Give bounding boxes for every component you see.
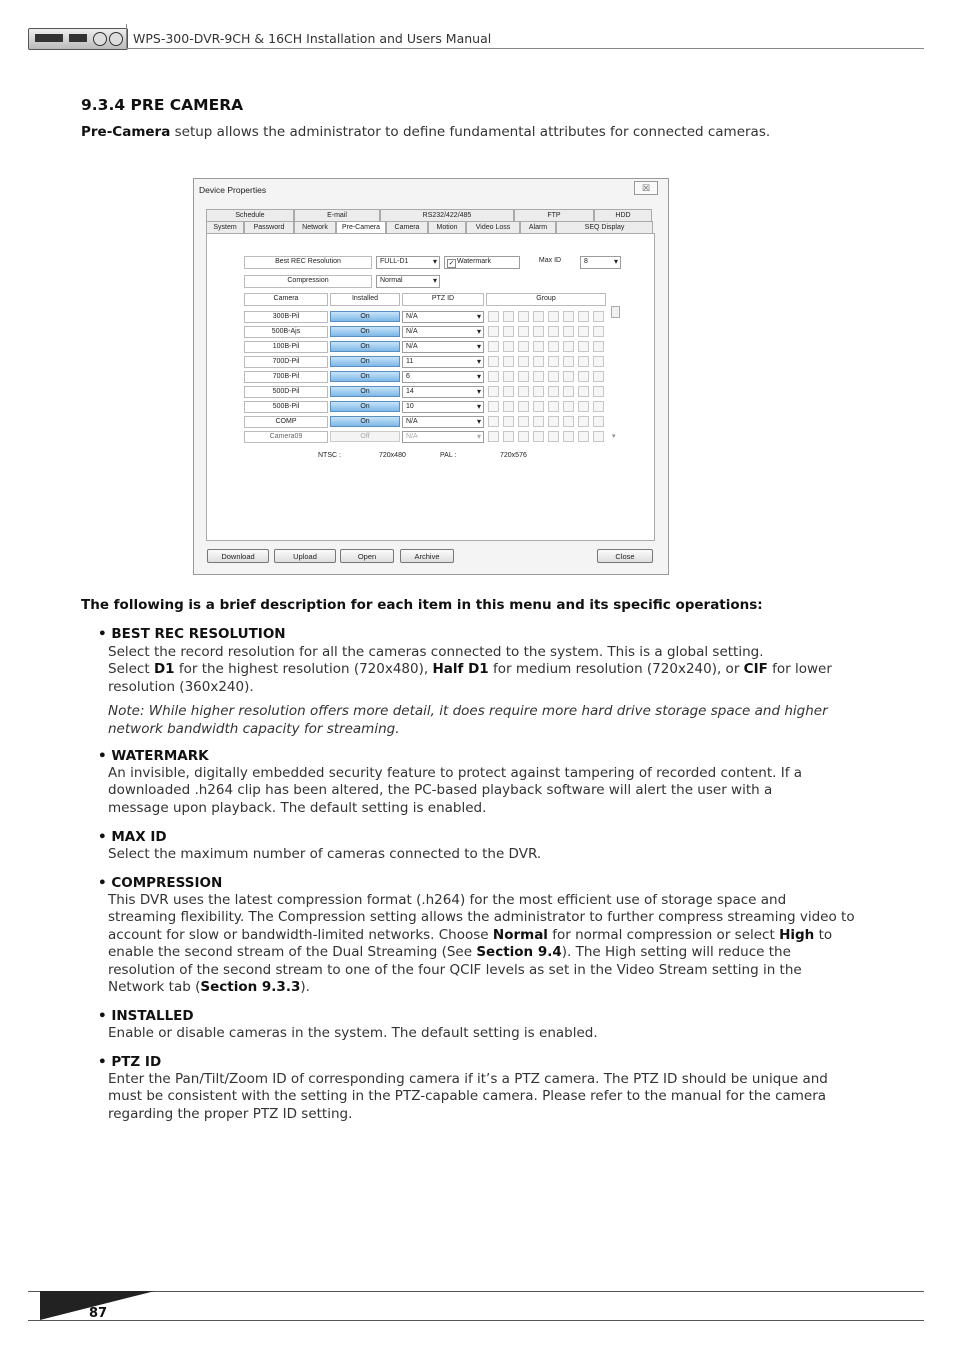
group-checkbox[interactable] [518, 386, 529, 397]
group-checkbox[interactable] [533, 326, 544, 337]
group-checkbox[interactable] [548, 326, 559, 337]
tab-system[interactable]: System [206, 221, 244, 233]
close-button[interactable]: Close [597, 549, 653, 563]
group-checkbox[interactable] [593, 341, 604, 352]
installed-toggle[interactable]: On [330, 311, 400, 322]
group-checkbox[interactable] [518, 341, 529, 352]
ptz-id-select[interactable]: 6 ▾ [402, 371, 484, 383]
installed-body: Enable or disable cameras in the system. The default setting is enabled. [108, 1025, 598, 1041]
group-checkbox[interactable] [488, 386, 499, 397]
col-group-header: Group [486, 293, 606, 306]
watermark-check-icon[interactable]: ✓ [448, 260, 455, 267]
group-checkbox[interactable] [563, 311, 574, 322]
max-id-body: Select the maximum number of cameras connected to the DVR. [108, 846, 542, 862]
group-checkbox[interactable] [488, 356, 499, 367]
group-checkbox[interactable] [563, 341, 574, 352]
watermark-body: An invisible, digitally embedded security feature to protect against tampering of recorded content. If a downloaded .h264 clip has been altered, the PC-based playback software will alert the user with a message upon playback. The default setting is enabled. [108, 765, 803, 816]
camera-name-cell: 700D-Pil [244, 356, 328, 368]
col-camera-header: Camera [244, 293, 328, 306]
tab-network[interactable]: Network [294, 221, 336, 233]
group-checkbox[interactable] [578, 341, 589, 352]
group-checkbox[interactable] [578, 326, 589, 337]
watermark-label: Watermark [457, 258, 491, 265]
group-checkbox[interactable] [548, 311, 559, 322]
best-rec-line3: resolution (360x240). [108, 678, 254, 695]
installed-toggle[interactable]: On [330, 341, 400, 352]
tab-alarm[interactable]: Alarm [520, 221, 556, 233]
group-checkbox[interactable] [578, 386, 589, 397]
page-header [28, 24, 924, 52]
tab-e-mail[interactable]: E-mail [294, 209, 380, 221]
ptz-id-select[interactable]: 10 ▾ [402, 401, 484, 413]
installed-toggle[interactable]: On [330, 386, 400, 397]
group-checkbox[interactable] [488, 401, 499, 412]
section-intro [81, 124, 770, 140]
group-checkbox[interactable] [563, 416, 574, 427]
header-divider [126, 24, 127, 48]
group-checkbox[interactable] [533, 401, 544, 412]
group-checkbox[interactable] [593, 356, 604, 367]
group-checkbox[interactable] [518, 326, 529, 337]
camera-name-cell: 100B-Pil [244, 341, 328, 353]
footer-rule-top [28, 1291, 924, 1292]
best-rec-body [108, 644, 868, 738]
group-checkbox[interactable] [563, 371, 574, 382]
max-id-title: • MAX ID [98, 829, 167, 845]
group-checkbox[interactable] [488, 326, 499, 337]
ptz-id-select[interactable]: N/A ▾ [402, 311, 484, 323]
pre-camera-panel [206, 233, 655, 541]
group-checkbox[interactable] [533, 311, 544, 322]
ptz-id-select[interactable]: N/A ▾ [402, 326, 484, 338]
manual-title: WPS-300-DVR-9CH & 16CH Installation and Users Manual [133, 31, 492, 46]
group-checkbox[interactable] [503, 371, 514, 382]
compression-label: Compression [244, 275, 372, 288]
group-checkbox[interactable] [518, 356, 529, 367]
group-checkbox[interactable] [488, 431, 499, 442]
group-checkbox[interactable] [503, 386, 514, 397]
camera-name-cell: Camera09 [244, 431, 328, 443]
col-installed-header: Installed [330, 293, 400, 306]
compression-select[interactable]: Normal ▾ [376, 275, 440, 288]
group-checkbox[interactable] [578, 416, 589, 427]
group-checkbox[interactable] [593, 386, 604, 397]
installed-toggle[interactable]: Off [330, 431, 400, 442]
group-checkbox[interactable] [548, 371, 559, 382]
group-checkbox[interactable] [503, 311, 514, 322]
group-checkbox[interactable] [518, 431, 529, 442]
camera-name-cell: 500B-Ajs [244, 326, 328, 338]
pal-value: 720x576 [500, 452, 527, 459]
ptz-id-select[interactable]: 11 ▾ [402, 356, 484, 368]
dialog-title: Device Properties [199, 185, 267, 195]
compression-body: This DVR uses the latest compression format (.h264) for the most efficient use of storage space and streaming flexibility. The Compression setting allows the administrator to further compress streaming video to account for slow or bandwidth-limited networks. Choose Normal for normal compression or select High to enable the second stream of the Dual Streaming (See Section 9.4). The High setting will reduce the resolution of the second stream to one of the four QCIF levels as set in the Video Stream setting in the Network tab (Section 9.3.3). [108, 892, 855, 996]
group-checkbox[interactable] [563, 431, 574, 442]
group-checkbox[interactable] [593, 431, 604, 442]
group-checkbox[interactable] [533, 386, 544, 397]
group-checkbox[interactable] [578, 356, 589, 367]
description-lead: The following is a brief description for each item in this menu and its specific operations: [81, 597, 763, 613]
best-rec-label: Best REC Resolution [244, 256, 372, 269]
group-checkbox[interactable] [518, 401, 529, 412]
tab-camera[interactable]: Camera [386, 221, 428, 233]
group-checkbox[interactable] [563, 356, 574, 367]
dvr-device-icon [28, 28, 128, 50]
installed-toggle[interactable]: On [330, 356, 400, 367]
group-checkbox[interactable] [548, 401, 559, 412]
group-checkbox[interactable] [488, 341, 499, 352]
group-checkbox[interactable] [548, 386, 559, 397]
group-checkbox[interactable] [548, 356, 559, 367]
group-checkbox[interactable] [518, 416, 529, 427]
installed-title: • INSTALLED [98, 1008, 194, 1024]
page-number: 87 [89, 1306, 108, 1321]
best-rec-title: • BEST REC RESOLUTION [98, 626, 286, 642]
watermark-title: • WATERMARK [98, 748, 209, 764]
group-checkbox[interactable] [488, 416, 499, 427]
group-checkbox[interactable] [593, 311, 604, 322]
compression-title: • COMPRESSION [98, 875, 223, 891]
ptz-id-select[interactable]: N/A ▾ [402, 431, 484, 443]
header-rule [126, 48, 924, 49]
group-checkbox[interactable] [503, 341, 514, 352]
best-rec-select[interactable]: FULL-D1 ▾ [376, 256, 440, 269]
group-checkbox[interactable] [488, 311, 499, 322]
group-checkbox[interactable] [533, 431, 544, 442]
tab-motion[interactable]: Motion [428, 221, 466, 233]
group-checkbox[interactable] [593, 326, 604, 337]
group-checkbox[interactable] [578, 311, 589, 322]
group-checkbox[interactable] [548, 341, 559, 352]
tab-rs232-422-485[interactable]: RS232/422/485 [380, 209, 514, 221]
scroll-down-icon[interactable]: ▾ [612, 433, 616, 440]
footer-rule-bottom [28, 1320, 924, 1321]
col-ptz-header: PTZ ID [402, 293, 484, 306]
watermark-checkbox-field[interactable] [444, 256, 520, 269]
upload-button[interactable]: Upload [274, 549, 336, 563]
max-id-select[interactable]: 8 ▾ [580, 256, 621, 269]
camera-name-cell: 500D-Pil [244, 386, 328, 398]
section-heading: 9.3.4 PRE CAMERA [81, 96, 244, 114]
group-checkbox[interactable] [548, 431, 559, 442]
tab-password[interactable]: Password [244, 221, 294, 233]
camera-name-cell: COMP [244, 416, 328, 428]
device-properties-dialog [193, 178, 669, 575]
max-id-label: Max ID [524, 256, 576, 269]
group-checkbox[interactable] [563, 326, 574, 337]
group-checkbox[interactable] [563, 386, 574, 397]
group-checkbox[interactable] [503, 326, 514, 337]
archive-button[interactable]: Archive [400, 549, 454, 563]
group-checkbox[interactable] [548, 416, 559, 427]
group-checkbox[interactable] [488, 371, 499, 382]
group-checkbox[interactable] [533, 341, 544, 352]
camera-name-cell: 300B-Pil [244, 311, 328, 323]
group-checkbox[interactable] [563, 401, 574, 412]
installed-toggle[interactable]: On [330, 371, 400, 382]
tab-strip [206, 209, 653, 233]
camera-name-cell: 500B-Pil [244, 401, 328, 413]
group-checkbox[interactable] [578, 401, 589, 412]
tab-pre-camera[interactable]: Pre-Camera [336, 221, 386, 233]
group-checkbox[interactable] [503, 416, 514, 427]
pal-label: PAL : [440, 452, 457, 459]
ptz-body: Enter the Pan/Tilt/Zoom ID of corresponding camera if it’s a PTZ camera. The PTZ ID should be unique and must be consistent with the setting in the PTZ-capable camera. Please refer to the manual for the camera regarding the proper PTZ ID setting. [108, 1071, 828, 1122]
group-checkbox[interactable] [518, 371, 529, 382]
ptz-id-select[interactable]: N/A ▾ [402, 416, 484, 428]
ptz-id-select[interactable]: N/A ▾ [402, 341, 484, 353]
group-checkbox[interactable] [578, 371, 589, 382]
group-checkbox[interactable] [533, 416, 544, 427]
group-checkbox[interactable] [593, 371, 604, 382]
group-checkbox[interactable] [503, 431, 514, 442]
camera-name-cell: 700B-Pil [244, 371, 328, 383]
best-rec-note: Note: While higher resolution offers more detail, it does require more hard drive storage space and higher network bandwidth capacity for streaming. [108, 703, 828, 737]
group-checkbox[interactable] [518, 311, 529, 322]
tab-schedule[interactable]: Schedule [206, 209, 294, 221]
tab-seq-display[interactable]: SEQ Display [556, 221, 653, 233]
tab-ftp[interactable]: FTP [514, 209, 594, 221]
group-checkbox[interactable] [533, 371, 544, 382]
download-button[interactable]: Download [207, 549, 269, 563]
tab-video-loss[interactable]: Video Loss [466, 221, 520, 233]
best-rec-line1: Select the record resolution for all the cameras connected to the system. This is a global setting. [108, 644, 764, 660]
group-checkbox[interactable] [578, 431, 589, 442]
installed-toggle[interactable]: On [330, 416, 400, 427]
installed-toggle[interactable]: On [330, 401, 400, 412]
ntsc-value: 720x480 [379, 452, 406, 459]
group-checkbox[interactable] [533, 356, 544, 367]
best-rec-line2: Select D1 for the highest resolution (720x480), Half D1 for medium resolution (720x240), or CIF for lower [108, 661, 832, 678]
group-checkbox[interactable] [593, 416, 604, 427]
group-checkbox[interactable] [503, 356, 514, 367]
scrollbar-thumb[interactable] [611, 306, 620, 318]
tab-hdd[interactable]: HDD [594, 209, 652, 221]
open-button[interactable]: Open [340, 549, 394, 563]
ptz-title: • PTZ ID [98, 1054, 162, 1070]
intro-term: Pre-Camera [81, 124, 171, 140]
installed-toggle[interactable]: On [330, 326, 400, 337]
group-checkbox[interactable] [503, 401, 514, 412]
ntsc-label: NTSC : [318, 452, 341, 459]
intro-text: setup allows the administrator to define fundamental attributes for connected cameras. [170, 124, 771, 140]
group-checkbox[interactable] [593, 401, 604, 412]
close-icon[interactable]: ☒ [634, 181, 658, 195]
ptz-id-select[interactable]: 14 ▾ [402, 386, 484, 398]
